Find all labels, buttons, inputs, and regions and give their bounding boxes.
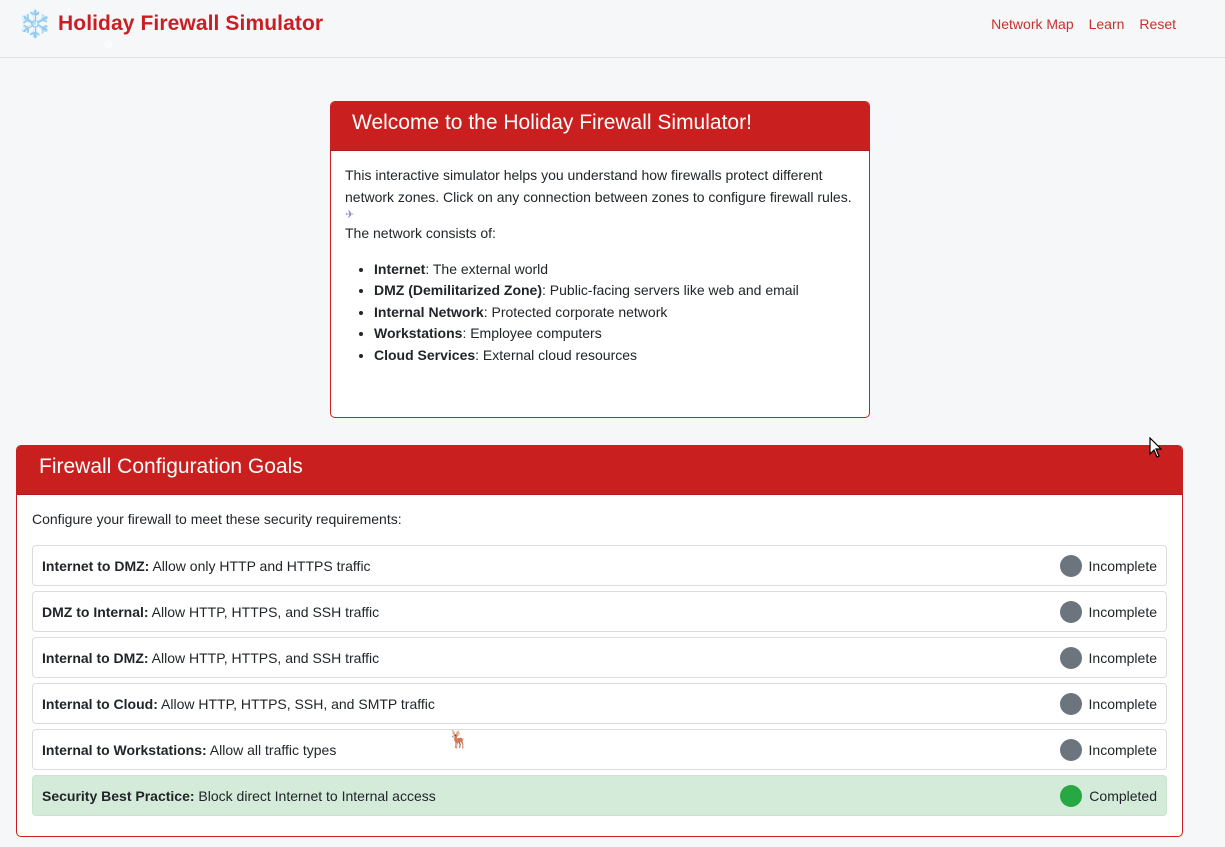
goal-desc: Allow HTTP, HTTPS, SSH, and SMTP traffic (157, 695, 435, 712)
goal-desc: Allow HTTP, HTTPS, and SSH traffic (148, 603, 380, 620)
snowflake-icon: ❄️ (18, 8, 52, 39)
status-label: Incomplete (1088, 649, 1157, 666)
status-label: Completed (1089, 787, 1157, 804)
goal-status (1060, 555, 1157, 577)
goal-label: Internal to Cloud: (42, 695, 158, 712)
goal-row-security-best-practice (32, 775, 1167, 816)
decorative-sleigh-icon: ✈ (345, 209, 355, 221)
brand[interactable] (18, 8, 323, 40)
goal-label: DMZ to Internal: (42, 603, 149, 620)
status-completed-icon (1060, 785, 1082, 807)
zone-item (374, 302, 855, 324)
nav-link-learn[interactable]: Learn (1088, 16, 1125, 32)
nav-link-reset[interactable]: Reset (1139, 16, 1176, 32)
navbar (0, 0, 1225, 58)
goal-text (42, 788, 436, 804)
status-label: Incomplete (1088, 741, 1157, 758)
zone-list (345, 259, 855, 367)
zone-desc: : Protected corporate network (483, 303, 668, 320)
falling-snowflake-icon: ❄ (103, 37, 114, 52)
goal-text (42, 650, 379, 666)
zone-item (374, 345, 855, 367)
zone-name: Internal Network (374, 303, 484, 320)
goal-row-internal-dmz (32, 637, 1167, 678)
goal-desc: Allow all traffic types (206, 741, 337, 758)
goal-row-internet-dmz (32, 545, 1167, 586)
goal-row-dmz-internal (32, 591, 1167, 632)
zone-desc: : Public-facing servers like web and email (542, 282, 799, 298)
goal-desc: Allow HTTP, HTTPS, and SSH traffic (148, 649, 380, 666)
goals-card-body (17, 495, 1182, 837)
zone-desc: : Employee computers (462, 325, 602, 341)
goal-desc: Allow only HTTP and HTTPS traffic (149, 557, 371, 574)
status-incomplete-icon (1060, 693, 1082, 715)
zone-name: Cloud Services (374, 346, 476, 363)
status-incomplete-icon (1060, 555, 1082, 577)
goal-text (42, 558, 371, 574)
goal-label: Internal to Workstations: (42, 741, 207, 758)
goal-row-internal-cloud (32, 683, 1167, 724)
goal-text (42, 696, 435, 712)
goal-text (42, 604, 379, 620)
status-label: Incomplete (1088, 695, 1157, 712)
goal-status (1060, 785, 1157, 807)
status-incomplete-icon (1060, 647, 1082, 669)
app-title: Holiday Firewall Simulator (58, 12, 324, 35)
flying-reindeer-icon: 🦌 (448, 730, 470, 749)
zone-desc: : External cloud resources (475, 346, 638, 363)
goal-text (42, 742, 336, 758)
nav-links (991, 16, 1176, 32)
goal-desc: Block direct Internet to Internal access (194, 787, 436, 804)
goal-row-internal-workstations (32, 729, 1167, 770)
mouse-cursor-icon (1149, 437, 1163, 459)
zone-name: Workstations (374, 325, 463, 341)
goals-intro: Configure your firewall to meet these security requirements: (32, 511, 402, 527)
goals-card-title: Firewall Configuration Goals (17, 446, 1182, 495)
goal-status (1060, 693, 1157, 715)
status-incomplete-icon (1060, 739, 1082, 761)
status-label: Incomplete (1088, 603, 1157, 620)
welcome-card-body (331, 151, 869, 380)
network-list-intro: The network consists of: (345, 225, 496, 241)
zone-item (374, 259, 855, 281)
goal-label: Security Best Practice: (42, 787, 195, 804)
welcome-intro: This interactive simulator helps you understand how firewalls protect different network zones. Click on any connection between zones to configure firewall rules. (345, 167, 852, 205)
goal-label: Internal to DMZ: (42, 649, 149, 666)
goal-status (1060, 739, 1157, 761)
zone-name: Internet (374, 260, 426, 277)
goal-status (1060, 601, 1157, 623)
status-incomplete-icon (1060, 601, 1082, 623)
zone-item (374, 280, 855, 302)
nav-link-network-map[interactable]: Network Map (991, 16, 1074, 32)
goals-card (16, 445, 1183, 837)
zone-desc: : The external world (425, 260, 549, 277)
goal-status (1060, 647, 1157, 669)
zone-name: DMZ (Demilitarized Zone) (374, 282, 543, 298)
status-label: Incomplete (1088, 557, 1157, 574)
welcome-card (330, 101, 870, 418)
goal-label: Internet to DMZ: (42, 557, 150, 574)
zone-item (374, 323, 855, 345)
welcome-card-title: Welcome to the Holiday Firewall Simulator! (331, 102, 869, 151)
